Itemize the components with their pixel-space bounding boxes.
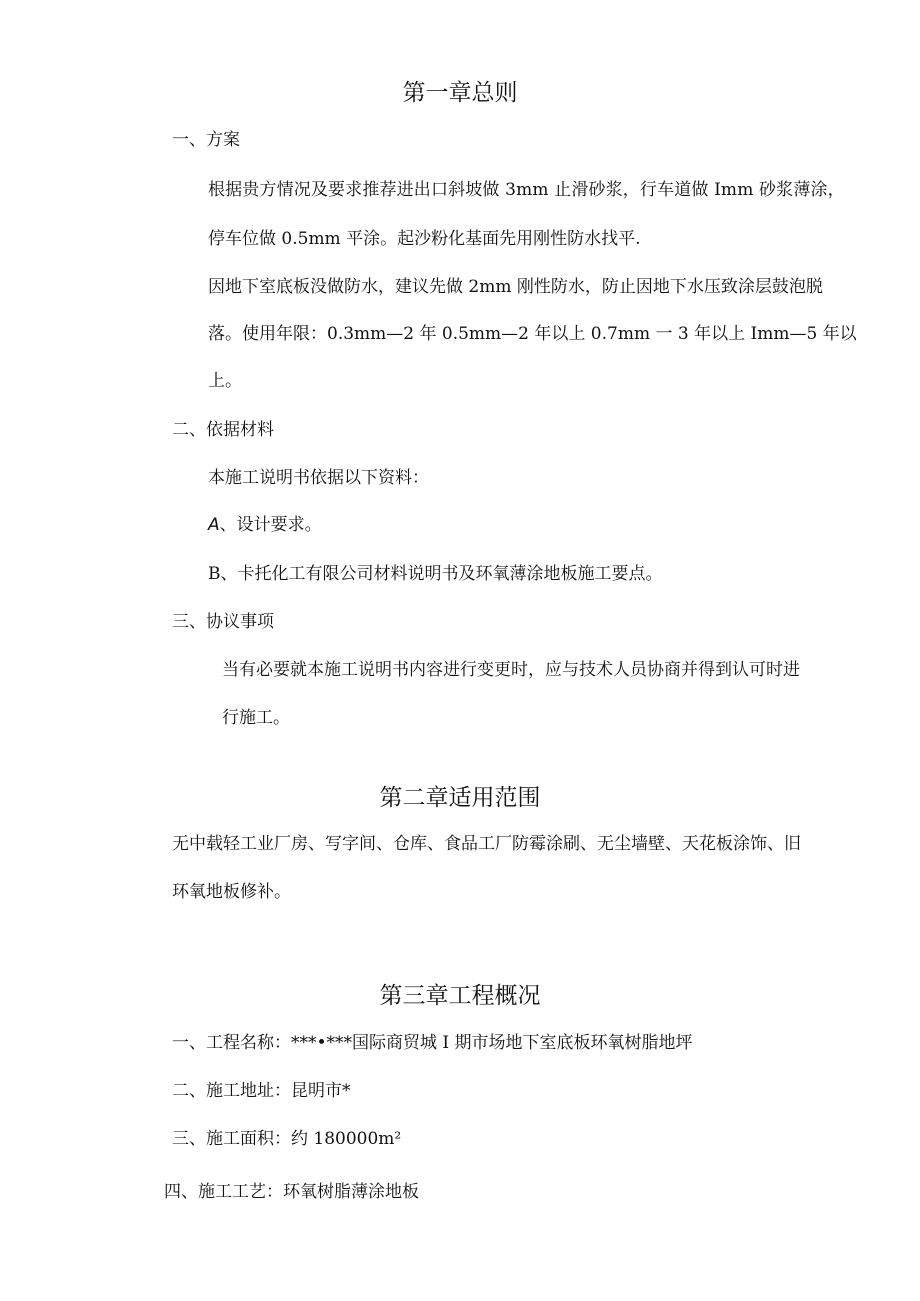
chapter-3-item-2: 二、施工地址：昆明市*	[172, 1081, 351, 1101]
item-a-text: 、设计要求。	[219, 515, 322, 535]
chapter-1-title: 第一章总则	[402, 80, 518, 106]
section-1-heading: 一、方案	[172, 130, 240, 150]
chapter-3-item-3: 三、施工面积：约 180000m²	[172, 1129, 402, 1149]
item-a-marker: A	[208, 515, 220, 535]
chapter-3-title: 第三章工程概况	[379, 983, 541, 1009]
chapter-3-item-4: 四、施工工艺：环氧树脂薄涂地板	[164, 1182, 419, 1202]
section-1-para-2-line-1: 因地下室底板没做防水，建议先做 2mm 刚性防水，防止因地下水压致涂层鼓泡脱	[208, 277, 823, 297]
section-2-item-b: B、卡托化工有限公司材料说明书及环氧薄涂地板施工要点。	[208, 564, 663, 584]
chapter-2-line-1: 无中载轻工业厂房、写字间、仓库、食品工厂防霉涂刷、无尘墙壁、天花板涂饰、旧	[172, 834, 801, 854]
section-3-heading: 三、协议事项	[172, 612, 274, 632]
section-1-para-1-line-1: 根据贵方情况及要求推荐进出口斜坡做 3mm 止滑砂浆，行车道做 Imm 砂浆薄涂，	[208, 180, 845, 200]
chapter-2-line-2: 环氧地板修补。	[172, 882, 291, 902]
chapter-3-item-1: 一、工程名称：***•***国际商贸城 I 期市场地下室底板环氧树脂地坪	[172, 1033, 693, 1053]
chapter-2-title: 第二章适用范围	[379, 785, 541, 811]
section-1-para-2-line-2: 落。使用年限：0.3mm—2 年 0.5mm—2 年以上 0.7mm 一 3 年以上 Imm—5 年以	[208, 324, 857, 344]
section-2-item-a	[208, 513, 322, 537]
section-3-line-1: 当有必要就本施工说明书内容进行变更时，应与技术人员协商并得到认可时进	[222, 660, 800, 680]
section-3-line-2: 行施工。	[222, 708, 290, 728]
section-1-para-1-line-2: 停车位做 0.5mm 平涂。起沙粉化基面先用刚性防水找平.	[208, 229, 641, 249]
section-2-intro: 本施工说明书依据以下资料：	[208, 468, 429, 488]
section-2-heading: 二、依据材料	[172, 420, 274, 440]
section-1-para-2-line-3: 上。	[208, 371, 242, 391]
